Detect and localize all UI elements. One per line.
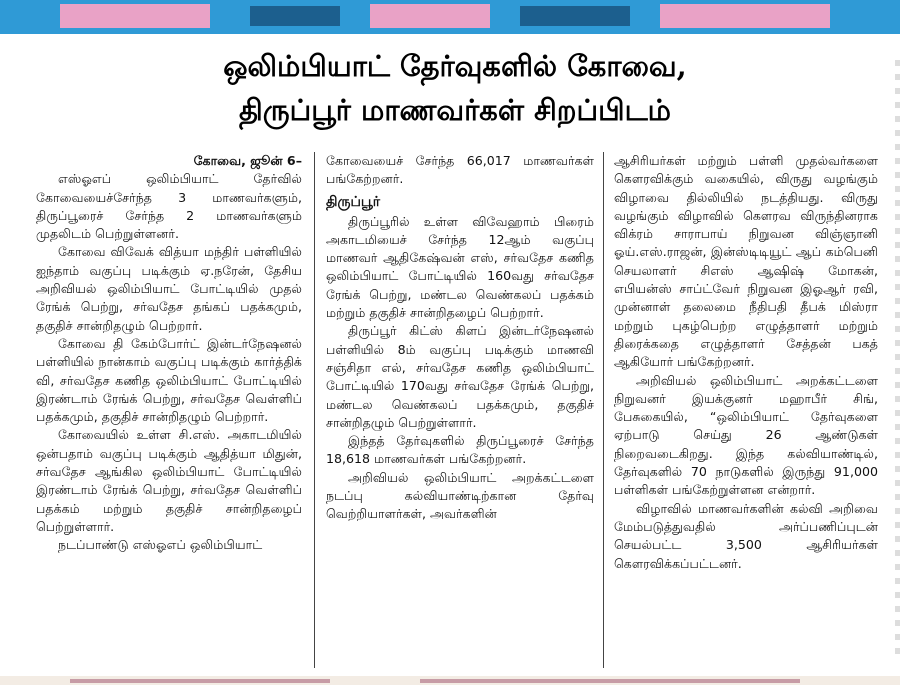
- paragraph: இந்தத் தேர்வுகளில் திருப்பூரைச் சேர்ந்த 18,618 மாணவர்கள் பங்கேற்றனர்.: [326, 433, 594, 467]
- paragraph: கோவையில் உள்ள சி.எஸ். அகாடமியில் ஒன்பதாம் வகுப்பு படிக்கும் ஆதித்யா மிதுன், சர்வதேச ஆங்கில ஒலிம்பியாட் போட்டியில் இரண்டாம் ரேங்க் பெற்று, சர்வதேச வெள்ளிப் பதக்கம் மற்றும் தகுதிச் சான்றிதழைப் பெற்றுள்ளார்.: [36, 427, 302, 534]
- headline-line-1: ஒலிம்பியாட் தேர்வுகளில் கோவை,: [223, 49, 687, 83]
- column-divider: [603, 152, 604, 668]
- dateline: கோவை, ஜூன் 6–: [193, 153, 302, 168]
- paragraph: எஸ்ஓஎப் ஒலிம்பியாட் தேர்வில் கோவையைச்சேர்ந்த 3 மாணவர்களும், திருப்பூரைச் சேர்ந்த 2 மாணவர்களும் முதலிடம் பெற்றுள்ளனர்.: [36, 171, 302, 242]
- banner-shape: [60, 4, 210, 28]
- section-subhead: திருப்பூர்: [326, 193, 381, 210]
- paragraph: திருப்பூர் கிட்ஸ் கிளப் இன்டர்நேஷனல் பள்ளியில் 8ம் வகுப்பு படிக்கும் மாணவி சஞ்சிதா எல், சர்வதேச கணித ஒலிம்பியாட் போட்டியில் 170வது சர்வதேச ரேங்க் பெற்று, மண்டல வெண்கலப் பதக்கமும், தகுதிச் சான்றிதழும் பெற்றுள்ளார்.: [326, 323, 594, 430]
- masthead-banner: [0, 0, 900, 34]
- paragraph: ஆசிரியர்கள் மற்றும் பள்ளி முதல்வர்களை கௌரவிக்கும் வகையில், விருது வழங்கும் விழாவை தில்லியில் நடத்தியது. விருது வழங்கும் விழாவில் கௌரவ விருந்தினராக விக்ரம் சாராபாய் நிறுவன விஞ்ஞானி ஓய்.எஸ்.ராஜன், இன்ஸ்டிடியூட் ஆப் கம்பெனி செயலாளர் சிஎஸ் ஆஷிஷ் மோகன், எபியன்ஸ் சாப்ட்வேர் நிறுவன இஓஆர் ரவி, முன்னாள் தலைமை நீதிபதி தீபக் மிஸ்ரா மற்றும் புகழ்பெற்ற எழுத்தாளர் மற்றும் திரைக்கதை எழுத்தாளர் சேத்தன் பகத் ஆகியோர் பங்கேற்றனர்.: [614, 153, 878, 370]
- headline-line-2: திருப்பூர் மாணவர்கள் சிறப்பிடம்: [239, 93, 671, 127]
- paragraph: அறிவியல் ஒலிம்பியாட் அறக்கட்டளை நிறுவனர் இயக்குனர் மஹாபீர் சிங், பேசுகையில், “ஒலிம்பியாட் தேர்வுகளை ஏற்பாடு செய்து 26 ஆண்டுகள் நிறைவடைகிறது. இந்த கல்வியாண்டில், தேர்வுகளில் 70 நாடுகளில் இருந்து 91,000 பள்ளிகள் பங்கேற்றுள்ளன என்றார்.: [614, 372, 878, 498]
- banner-shape: [660, 4, 830, 28]
- paragraph: கோவை தி கேம்போர்ட் இன்டர்நேஷனல் பள்ளியில் நான்காம் வகுப்பு படிக்கும் கார்த்திக் வி, சர்வதேச கணித ஒலிம்பியாட் போட்டியில் இரண்டாம் ரேங்க் பெற்று, சர்வதேச வெள்ளிப் பதக்கமும், தகுதிச் சான்றிதழும் பெற்றார்.: [36, 335, 302, 425]
- article-column-2: [326, 152, 594, 524]
- paragraph: விழாவில் மாணவர்களின் கல்வி அறிவை மேம்படுத்துவதில் அர்ப்பணிப்புடன் செயல்பட்ட 3,500 ஆசிரியர்கள் கௌரவிக்கப்பட்டனர்.: [614, 500, 878, 571]
- banner-shape: [250, 6, 340, 26]
- paragraph: அறிவியல் ஒலிம்பியாட் அறக்கட்டளை நடப்பு கல்வியாண்டிற்கான தேர்வு வெற்றியாளர்கள், அவர்களின்: [326, 469, 594, 522]
- article-column-1: [36, 152, 302, 555]
- banner-shape: [520, 6, 630, 26]
- bottom-strip-bar: [70, 679, 330, 683]
- paragraph: கோவை விவேக் வித்யா மந்திர் பள்ளியில் ஐந்தாம் வகுப்பு படிக்கும் ஏ.நரேன், தேசிய அறிவியல் ஒலிம்பியாட் போட்டியில் முதல் ரேங்க் பெற்று, சர்வதேச தங்கப் பதக்கமும், தகுதிச் சான்றிதழும் பெற்றார்.: [36, 244, 302, 333]
- paragraph: திருப்பூரில் உள்ள விவேஹாம் பிரைம் அகாடமியைச் சேர்ந்த 12ஆம் வகுப்பு மாணவர் ஆதிகேஷ்வன் எஸ், சர்வதேச கணித ஒலிம்பியாட் போட்டியில் 160வது சர்வதேச ரேங்க் பெற்று, மண்டல வெண்கலப் பதக்கம் மற்றும் தகுதிச் சான்றிதழைப் பெற்றார்.: [326, 213, 594, 321]
- banner-shape: [370, 4, 490, 28]
- bottom-strip: [0, 676, 900, 685]
- paragraph: நடப்பாண்டு எஸ்ஓஎப் ஒலிம்பியாட்: [58, 537, 263, 553]
- column-divider: [314, 152, 315, 668]
- article-headline: [40, 44, 870, 132]
- adjacent-page-edge: [895, 60, 900, 660]
- article-column-3: [614, 152, 878, 573]
- bottom-strip-bar: [420, 679, 800, 683]
- paragraph: கோவையைச் சேர்ந்த 66,017 மாணவர்கள் பங்கேற்றனர்.: [326, 153, 594, 187]
